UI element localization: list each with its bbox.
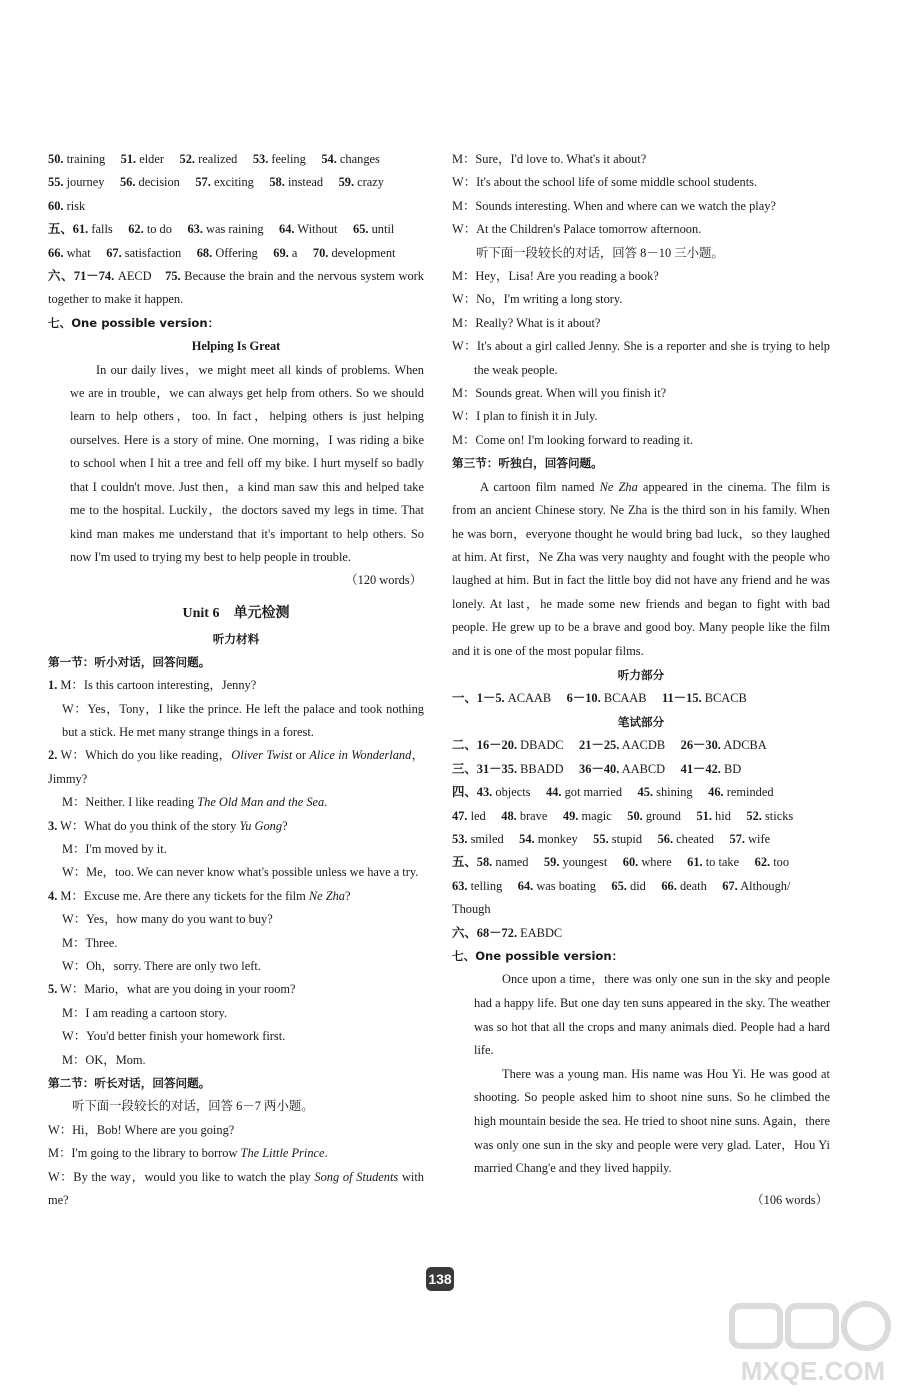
answer-text: smiled	[467, 831, 504, 846]
answer-text: telling	[467, 878, 503, 893]
dialogue-line: M：Sounds great. When will you finish it?	[452, 386, 667, 401]
answer-text: cheated	[673, 831, 714, 846]
answer-text: sticks	[761, 808, 794, 823]
answer-number: 48.	[501, 808, 517, 823]
listening-part-title: 听力部分	[617, 667, 665, 682]
answer-text: training	[63, 152, 106, 166]
answer-number: 46.	[708, 785, 724, 800]
dialogue-line: M：Three.	[62, 935, 118, 950]
answer-text: until	[368, 222, 395, 237]
answer-line	[452, 805, 830, 828]
answer-section-five	[452, 851, 830, 898]
answer-text: led	[467, 808, 486, 823]
answer-text: to take	[702, 855, 740, 870]
answer-number: 49.	[562, 808, 579, 823]
essay-title: Helping Is Great	[191, 339, 281, 354]
answer-text: death	[676, 878, 707, 893]
essay-word-count: （120 words）	[345, 573, 422, 588]
answer-number: 66.	[661, 878, 677, 893]
page-number: 138	[426, 1267, 454, 1291]
dialogue-line: 2. W：Which do you like reading，Oliver Twist or Alice in Wonderland，Jimmy?	[48, 748, 424, 786]
answer-text: decision	[135, 175, 180, 190]
answer-text: BD	[720, 761, 742, 776]
answer-number: 60.	[622, 855, 639, 870]
dialogue-line: M：I'm going to the library to borrow The Little Prince.	[48, 1146, 328, 1161]
section-2-intro: 听下面一段较长的对话，回答 6－7 两小题。	[72, 1099, 314, 1114]
answer-text: Although/	[737, 878, 791, 893]
answer-number: 68.	[196, 245, 213, 260]
answer-number: 61.	[687, 855, 703, 870]
dialogue-1	[48, 674, 424, 744]
answer-text: did	[626, 878, 646, 893]
essay-word-count: （106 words）	[751, 1192, 828, 1207]
answer-number: 65.	[353, 222, 369, 237]
answer-line	[452, 734, 830, 757]
answer-number: 57.	[195, 175, 211, 190]
answer-text: AABCD	[619, 761, 666, 776]
essay-body: In our daily lives，we might meet all kinds of problems. When we are in trouble，we can always get help from others. So we should learn to help others，too. In fact，helping others is just helping ourselves. Here is a story of mine. One morning，I was riding a bike to school when I hit a tree and fell off my bike. I hurt myself so badly that I couldn't move. Just then，a kind man saw this and helped take me to the hospital. Luckily，the doctors saved my legs in time. That kind man makes me understand that it's important to help others. So now I'm used to trying my best to help people in trouble.	[70, 362, 424, 564]
answer-number: 五、58.	[452, 855, 493, 870]
answer-line	[452, 828, 830, 851]
answer-text: changes	[336, 152, 380, 166]
answer-line	[452, 851, 830, 874]
answer-line	[48, 242, 424, 265]
answer-line	[48, 195, 424, 218]
answer-section-three	[452, 758, 830, 781]
answer-number: 55.	[593, 831, 609, 846]
answer-number: 63.	[452, 878, 468, 893]
answer-text: named	[492, 855, 529, 870]
dialogue-line: W：It's about a girl called Jenny. She is a reporter and she is trying to help the weak people.	[452, 339, 830, 377]
dialogue-3	[48, 815, 424, 885]
answer-text: was raining	[202, 222, 264, 237]
dialogue-line: M：Hey，Lisa! Are you reading a book?	[452, 269, 659, 284]
answer-text: BBADD	[517, 761, 564, 776]
monologue: A cartoon film named Ne Zha appeared in the cinema. The film is from an ancient Chinese story. Ne Zha is the third son in his family. When he was born，everyone thought he would bring bad luck，so they laughed at him. At first，Ne Zha was very naughty and fought with the people who laughed at him. But in fact the little boy did not have any friend and he was lonely. At last，he made some new friends and began to fight with bad people. He grew up to be a brave and good boy. Many people like the film and it is one of the most popular films.	[452, 479, 830, 658]
answer-number: 56.	[657, 831, 674, 846]
answer-text: youngest	[559, 855, 608, 870]
answer-section-five	[48, 218, 424, 265]
answer-number: 54.	[519, 831, 535, 846]
answer-text: BCACB	[701, 690, 747, 705]
answer-text: stupid	[608, 831, 643, 846]
answer-line	[452, 875, 830, 898]
dialogue-4	[48, 885, 424, 979]
dialogue-line: M：I'm moved by it.	[62, 841, 167, 856]
answer-lines-49-60	[48, 148, 424, 218]
answer-number: 11－15.	[662, 690, 702, 705]
answer-text: ground	[642, 808, 681, 823]
answer-number: 52.	[179, 152, 196, 166]
answer-text: Without	[294, 222, 338, 237]
answer-line	[48, 218, 424, 241]
svg-text:MXQE.COM: MXQE.COM	[740, 1356, 886, 1386]
answer-number: 70.	[312, 245, 329, 260]
answer-text: magic	[578, 808, 612, 823]
dialogue-line: 5. W：Mario，what are you doing in your room?	[48, 982, 296, 997]
answer-text: BCAAB	[600, 690, 647, 705]
answer-number: 69.	[273, 245, 289, 260]
answer-text: where	[638, 855, 672, 870]
dialogue-line: W：I plan to finish it in July.	[452, 409, 598, 424]
answer-text: development	[328, 245, 396, 260]
long-dialogue-2	[452, 265, 830, 452]
dialogue-line: W：It's about the school life of some middle school students.	[452, 175, 758, 190]
answer-number: 65.	[611, 878, 627, 893]
answer-text: to do	[143, 222, 172, 237]
answer-number: 66.	[48, 245, 64, 260]
answer-number: 26－30.	[680, 738, 721, 753]
answer-text: Offering	[212, 245, 258, 260]
answer-number: 63.	[187, 222, 203, 237]
answer-number: 59.	[338, 175, 355, 190]
answer-section-two	[452, 734, 830, 757]
answer-text: EABDC	[517, 925, 563, 940]
listening-title: 听力材料	[212, 631, 260, 646]
answer-section-one	[452, 687, 830, 710]
answer-number: 64.	[279, 222, 295, 237]
answer-number: 51.	[696, 808, 712, 823]
section-2-intro-2: 听下面一段较长的对话，回答 8－10 三小题。	[476, 245, 724, 260]
essay-body: Once upon a time，there was only one sun in the sky and people had a happy life. But one day ten suns appeared in the sky. The weather was so hot that all the crops and many animals died. People had a hard life. There was a young man. His name was Hou Yi. He was good at shooting. So people asked him to shoot nine suns. So he climbed the high mountain beside the sea. He tried to shoot nine suns. Again，there was only one sun in the sky and people were very glad. Later，Hou Yi married Chang'e and they lived happily.	[474, 972, 830, 1176]
answer-text: satisfaction	[121, 245, 182, 260]
answer-text: hid	[711, 808, 731, 823]
dialogue-line: 1. M：Is this cartoon interesting，Jenny?	[48, 678, 257, 693]
answer-text: objects	[492, 785, 531, 800]
dialogue-line: M：Sure，I'd love to. What's it about?	[452, 152, 647, 166]
answer-text: got married	[561, 785, 623, 800]
answer-number: 58.	[269, 175, 285, 190]
answer-text: elder	[136, 152, 165, 166]
answer-number: 62.	[128, 222, 144, 237]
answer-text: DBADC	[517, 738, 564, 753]
section-3-header: 第三节：听独白，回答问题。	[452, 456, 603, 471]
answer-number: 50.	[627, 808, 643, 823]
answer-line	[452, 781, 830, 804]
answer-text: AACDB	[619, 738, 666, 753]
answer-number: 67.	[722, 878, 738, 893]
answer-number: 53.	[252, 152, 269, 166]
watermark-logo	[728, 1300, 898, 1388]
dialogue-line: W：By the way，would you like to watch the play Song of Students with me?	[48, 1169, 424, 1208]
answer-text: wife	[745, 831, 771, 846]
dialogue-line: W：At the Children's Palace tomorrow afternoon.	[452, 222, 702, 237]
dialogue-line: M：OK，Mom.	[62, 1052, 146, 1067]
answer-text: brave	[516, 808, 548, 823]
answer-number: 三、31－35.	[452, 761, 518, 776]
answer-text: reminded	[723, 785, 774, 800]
answer-line	[452, 922, 830, 945]
answer-line: Though	[452, 902, 491, 917]
answer-number: 45.	[637, 785, 654, 800]
dialogue-line: M：Neither. I like reading The Old Man and the Sea.	[62, 795, 328, 810]
answer-text: realized	[195, 152, 238, 166]
answer-section-four	[452, 781, 830, 851]
dialogue-line: W：You'd better finish your homework first.	[62, 1029, 286, 1044]
answer-text: instead	[284, 175, 324, 190]
dialogue-line: W：Yes，Tony，I like the prince. He left the palace and took nothing but a stick. He met many strange things in a forest.	[62, 701, 424, 739]
answer-line	[48, 148, 424, 171]
dialogue-line: W：Hi，Bob! Where are you going?	[48, 1122, 235, 1137]
answer-text: falls	[88, 222, 113, 237]
answer-number: 47.	[452, 808, 468, 823]
dialogue-line: M：Really? What is it about?	[452, 315, 601, 330]
answer-text: ADCBA	[720, 738, 767, 753]
answer-text: a	[288, 245, 298, 260]
right-column	[452, 148, 830, 1212]
answer-text: was boating	[533, 878, 596, 893]
answer-number: 36－40.	[579, 761, 620, 776]
answer-number: 二、16－20.	[452, 738, 518, 753]
answer-text: crazy	[354, 175, 384, 190]
dialogue-5	[48, 978, 424, 1072]
section-1-header: 第一节：听小对话，回答问题。	[48, 654, 211, 669]
answer-number: 21－25.	[579, 738, 620, 753]
dialogue-line: W：Yes，how many do you want to buy?	[62, 912, 273, 927]
dialogue-2	[48, 744, 424, 814]
answer-line	[452, 758, 830, 781]
dialogue-line: M：I am reading a cartoon story.	[62, 1005, 228, 1020]
section-2-header: 第二节：听长对话，回答问题。	[48, 1076, 211, 1091]
section-prefix: 五、	[48, 222, 73, 237]
dialogue-line: W：No，I'm writing a long story.	[452, 292, 623, 307]
answer-number: 61.	[72, 222, 89, 237]
unit-title: Unit 6 单元检测	[182, 605, 290, 621]
answer-number: 67.	[106, 245, 122, 260]
answer-text: ACAAB	[504, 690, 552, 705]
answer-line	[452, 687, 830, 710]
answer-number: 56.	[119, 175, 136, 190]
answer-text: what	[63, 245, 91, 260]
answer-text: shining	[653, 785, 693, 800]
section-seven-header: 七、One possible version：	[48, 315, 220, 330]
answer-number: 59.	[543, 855, 560, 870]
answer-text: exciting	[210, 175, 254, 190]
answer-number: 55.	[48, 175, 64, 190]
answer-number: 54.	[321, 152, 337, 166]
dialogue-line: W：Oh，sorry. There are only two left.	[62, 959, 261, 973]
answer-text: monkey	[534, 831, 578, 846]
answer-number: 44.	[545, 785, 562, 800]
left-column	[48, 148, 424, 1212]
answer-number: 一、1－5.	[452, 690, 505, 705]
answer-number: 53.	[452, 831, 468, 846]
section-seven-header: 七、One possible version：	[452, 949, 624, 963]
answer-text: feeling	[268, 152, 306, 166]
answer-number: 50.	[48, 152, 64, 166]
answer-text: risk	[63, 198, 86, 213]
dialogue-line: 4. M：Excuse me. Are there any tickets for the film Ne Zha?	[48, 888, 351, 903]
answer-number: 62.	[754, 855, 771, 870]
answer-number: 41－42.	[680, 761, 721, 776]
answer-number: 64.	[517, 878, 534, 893]
long-dialogue-continued	[452, 148, 830, 242]
answer-number: 6－10.	[566, 690, 601, 705]
answer-number: 52.	[746, 808, 762, 823]
answer-text: too	[770, 855, 790, 870]
dialogue-line: 3. W：What do you think of the story Yu Gong?	[48, 818, 288, 833]
answer-number: 四、43.	[452, 785, 493, 800]
answer-number: 57.	[729, 831, 745, 846]
answer-line	[48, 171, 424, 194]
written-part-title: 笔试部分	[617, 715, 665, 730]
answer-section-six	[452, 922, 830, 945]
dialogue-line: M：Sounds interesting. When and where can we watch the play?	[452, 198, 776, 213]
dialogue-line: W：Me，too. We can never know what's possible unless we have a try.	[62, 865, 419, 880]
answer-number: 60.	[48, 198, 64, 213]
answer-number: 六、68－72.	[452, 925, 518, 940]
answer-text: journey	[63, 175, 105, 190]
answer-section-six: 六、71－74. AECD 75. Because the brain and the nervous system work together to make it happen.	[48, 269, 424, 307]
dialogue-line: M：Come on! I'm looking forward to reading it.	[452, 432, 694, 447]
answer-number: 51.	[120, 152, 137, 166]
